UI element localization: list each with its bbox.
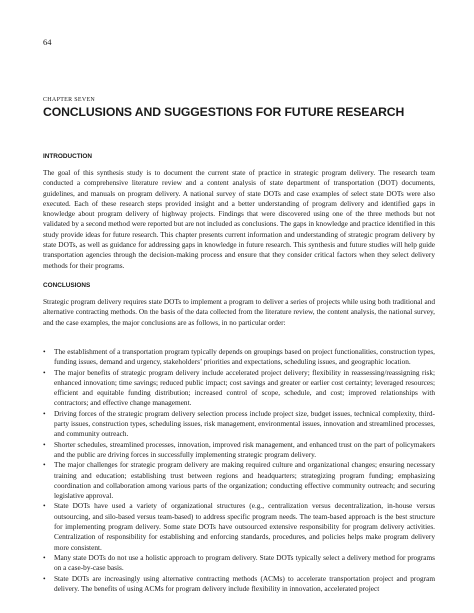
list-item xyxy=(43,553,435,574)
introduction-heading: INTRODUCTION xyxy=(43,153,92,160)
bullet-marker: • xyxy=(43,439,46,449)
page-number: 64 xyxy=(43,37,52,47)
list-item xyxy=(43,501,435,552)
bullet-marker: • xyxy=(43,573,46,583)
list-item-text: Shorter schedules, streamlined processes, innovation, improved risk management, and enhanced trust on the part of policymakers and the public are driving forces in successfully implementing strategic program delivery. xyxy=(54,439,435,459)
bullet-marker: • xyxy=(43,408,46,418)
list-item-text: The major challenges for strategic program delivery are making required culture and organizational changes; ensuring necessary training and education; establishing trust between regions and headquarters; strategizing program funding; emphasizing coordination and collaboration among various parts of the organization; conducting effective community outreach; and securing legislative approval. xyxy=(54,460,435,501)
list-item-text: State DOTs are increasingly using alternative contracting methods (ACMs) to accelerate transportation project and program delivery. The benefits of using ACMs for program delivery include flexibility in innovation, accelerated project xyxy=(54,573,435,593)
list-item xyxy=(43,368,435,409)
bullet-marker: • xyxy=(43,347,46,356)
list-item xyxy=(43,347,435,368)
chapter-title: CONCLUSIONS AND SUGGESTIONS FOR FUTURE RESEARCH xyxy=(43,105,405,119)
conclusions-bullet-list xyxy=(43,347,435,594)
list-item-text: Driving forces of the strategic program delivery selection process include project size, budget issues, technical complexity, third-party issues, construction types, scheduling issues, risk management, environmental issues, innovation and streamlined processes, and community outreach. xyxy=(54,408,435,439)
bullet-marker: • xyxy=(43,552,46,562)
bullet-marker: • xyxy=(43,367,46,377)
list-item-text: Many state DOTs do not use a holistic approach to program delivery. State DOTs typically select a delivery method for programs on a case-by-case basis. xyxy=(54,552,435,573)
list-item xyxy=(43,409,435,440)
bullet-marker: • xyxy=(43,501,46,511)
chapter-label: CHAPTER SEVEN xyxy=(43,97,96,103)
list-item xyxy=(43,440,435,461)
conclusions-heading: CONCLUSIONS xyxy=(43,282,91,289)
list-item-text: State DOTs have used a variety of organizational structures (e.g., centralization versus decentralization, in-house versus outsourcing, and silo-based versus team-based) to address specific program needs. The team-based approach is the best structure for implementing program delivery. Some state DOTs have outsourced extensive responsibility for program delivery activities. Centralization of responsibility for establishing and enforcing standards, procedures, and policies helps make program delivery more consistent. xyxy=(54,501,435,552)
list-item-text: The establishment of a transportation program typically depends on groupings based on project functionalities, construction types, funding issues, demand and urgency, stakeholders’ priorities and expectations, scheduling issues, and geographic location. xyxy=(54,347,435,367)
list-item-text: The major benefits of strategic program delivery include accelerated project delivery; flexibility in reassessing/reassigning risk; enhanced innovation; time savings; reduced public impact; cost savings and greater or earlier cost certainty; leveraged resources; efficient and equitable funding distribution; increased control of scope, schedule, and cost; improved relationships with contractors; and effective change management. xyxy=(54,367,435,408)
list-item xyxy=(43,460,435,501)
bullet-marker: • xyxy=(43,460,46,470)
conclusions-intro-paragraph: Strategic program delivery requires state DOTs to implement a program to deliver a series of projects while using both traditional and alternative contracting methods. On the basis of the data collected from the literature review, the content analysis, the national survey, and the case examples, the major conclusions are as follows, in no particular order: xyxy=(43,297,435,327)
list-item xyxy=(43,574,435,595)
introduction-paragraph: The goal of this synthesis study is to document the current state of practice in strategic program delivery. The research team conducted a comprehensive literature review and a content analysis of state department of transportation (DOT) documents, guidelines, and manuals on program delivery. A national survey of state DOTs and case examples of select state DOTs were also executed. Each of these research steps provided insight and a better understanding of program delivery and identified gaps in knowledge about program delivery of highway projects. Findings that were discovered using one of the three methods but not validated by a second method were reported but are not included as conclusions. The gaps in knowledge and practice identified in this study provide ideas for future research. This chapter presents current information and understanding of strategic program delivery by state DOTs, as well as guidance for addressing gaps in knowledge in future research. This synthesis and future studies will help guide transportation agencies through the decision-making process and ensure that they consider critical factors when they select delivery methods for their programs. xyxy=(43,168,435,270)
